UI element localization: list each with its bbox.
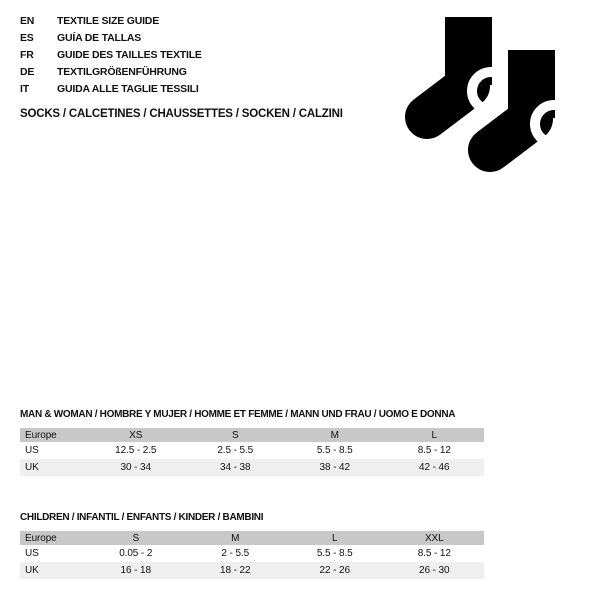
size-cell: 30 - 34 (120, 462, 151, 473)
language-row-de (20, 63, 202, 80)
column-header: S (86, 531, 186, 545)
adults-size-table (20, 428, 484, 476)
language-label: TEXTILGRÖßENFÜHRUNG (57, 65, 187, 78)
language-label: GUÍA DE TALLAS (57, 31, 142, 44)
size-cell: 42 - 46 (419, 462, 450, 473)
socks-icon (405, 10, 580, 180)
table-header-row (20, 531, 484, 545)
row-label: UK (25, 565, 39, 576)
column-header: M (285, 428, 385, 442)
column-header: XS (86, 428, 186, 442)
table-header-row (20, 428, 484, 442)
row-label: US (25, 445, 39, 456)
language-label: GUIDE DES TAILLES TEXTILE (57, 48, 202, 61)
column-header: XXL (385, 531, 485, 545)
table-row-uk (20, 459, 484, 476)
table-row-us (20, 545, 484, 562)
size-cell: 18 - 22 (220, 565, 251, 576)
language-code: DE (20, 65, 35, 78)
language-code: IT (20, 82, 29, 95)
column-header: Europe (20, 531, 86, 545)
language-code: ES (20, 31, 34, 44)
sock-left-shape (427, 17, 510, 117)
table-row-us (20, 442, 484, 459)
size-cell: 0.05 - 2 (119, 548, 153, 559)
size-cell: 12.5 - 2.5 (115, 445, 157, 456)
size-cell: 2.5 - 5.5 (217, 445, 254, 456)
size-cell: 16 - 18 (120, 565, 151, 576)
size-cell: 5.5 - 8.5 (316, 445, 353, 456)
size-cell: 5.5 - 8.5 (316, 548, 353, 559)
category-title: SOCKS / CALCETINES / CHAUSSETTES / SOCKEN / CALZINI (20, 108, 343, 120)
language-list (20, 12, 202, 97)
size-cell: 8.5 - 12 (417, 548, 451, 559)
size-table-adults (20, 409, 484, 476)
table-title: CHILDREN / INFANTIL / ENFANTS / KINDER / BAMBINI (20, 512, 264, 523)
size-cell: 38 - 42 (319, 462, 350, 473)
size-cell: 2 - 5.5 (221, 548, 250, 559)
column-header: Europe (20, 428, 86, 442)
size-table-children (20, 512, 484, 579)
size-cell: 26 - 30 (419, 565, 450, 576)
language-code: FR (20, 48, 34, 61)
table-title: MAN & WOMAN / HOMBRE Y MUJER / HOMME ET FEMME / MANN UND FRAU / UOMO E DONNA (20, 409, 456, 420)
row-label: US (25, 548, 39, 559)
column-header: L (285, 531, 385, 545)
size-cell: 34 - 38 (220, 462, 251, 473)
language-row-es (20, 29, 202, 46)
language-label: GUIDA ALLE TAGLIE TESSILI (57, 82, 199, 95)
column-header: L (385, 428, 485, 442)
language-row-fr (20, 46, 202, 63)
language-row-en (20, 12, 202, 29)
size-cell: 8.5 - 12 (417, 445, 451, 456)
language-label: TEXTILE SIZE GUIDE (57, 14, 159, 27)
children-size-table (20, 531, 484, 579)
table-row-uk (20, 562, 484, 579)
size-cell: 22 - 26 (319, 565, 350, 576)
column-header: M (186, 531, 286, 545)
column-header: S (186, 428, 286, 442)
language-row-it (20, 80, 202, 97)
row-label: UK (25, 462, 39, 473)
language-code: EN (20, 14, 35, 27)
